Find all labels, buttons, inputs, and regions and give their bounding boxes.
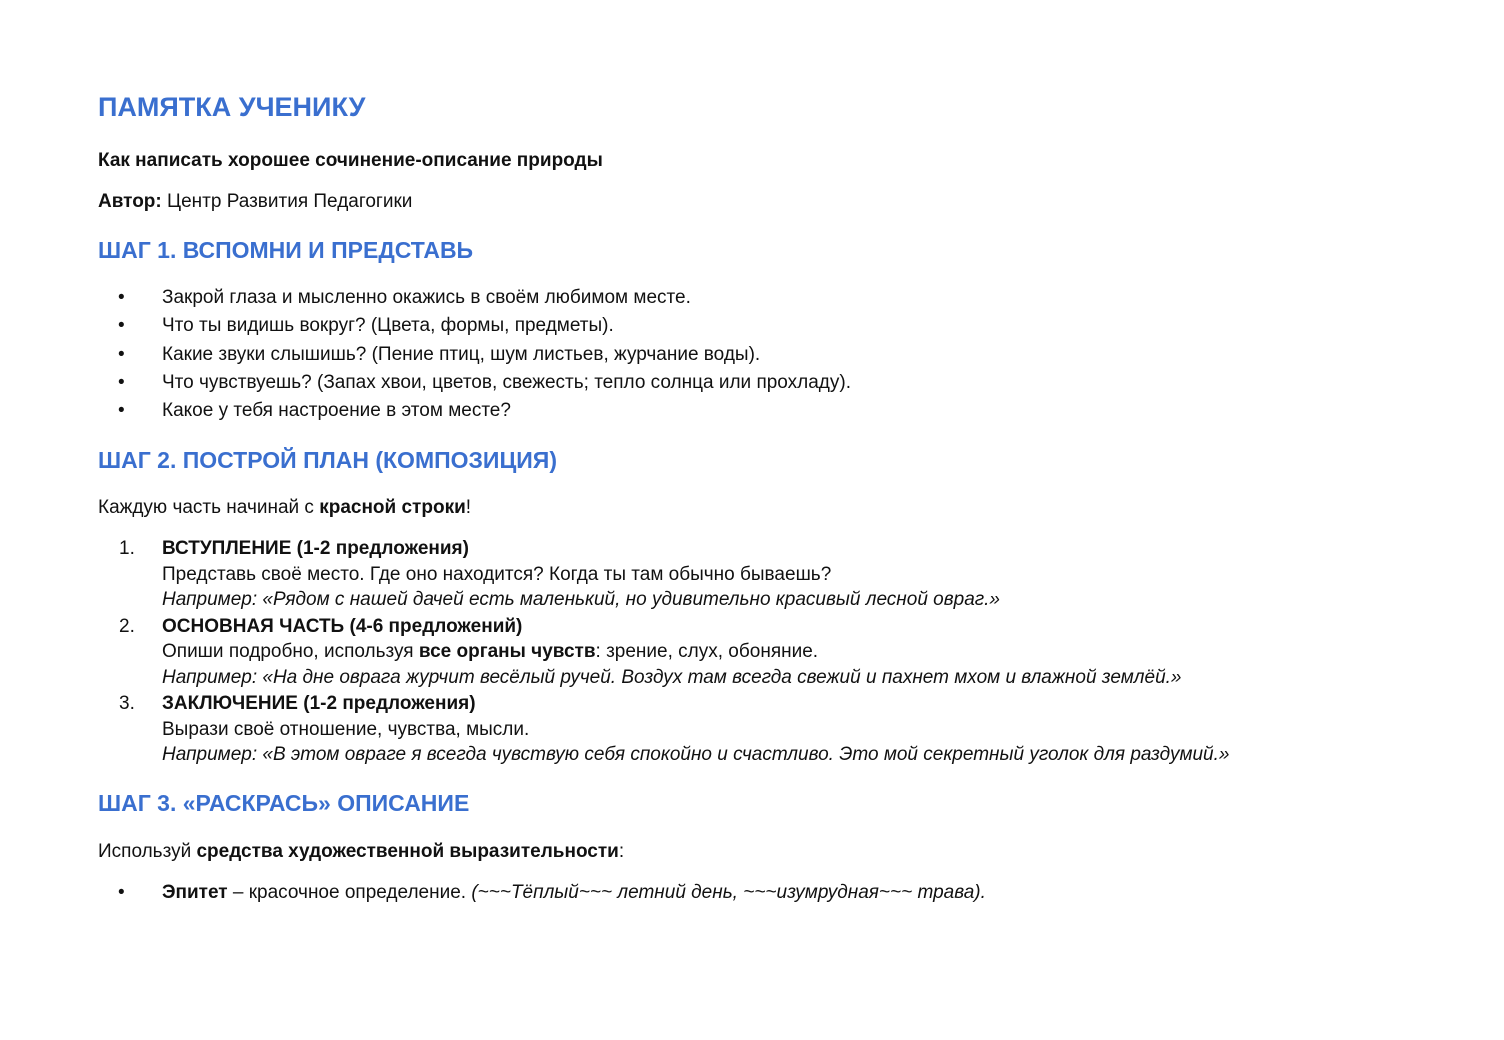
plan-item-introduction <box>98 536 1229 613</box>
item-description-bold: все органы чувств <box>418 641 596 662</box>
step3-intro-text: Используй <box>98 841 197 862</box>
plan-item-main-part <box>98 614 1229 691</box>
term-example: (~~~Тёплый~~~ летний день, ~~~изумрудная~~~ трава). <box>471 882 986 903</box>
step2-plan-list <box>98 536 1229 769</box>
document-subtitle: Как написать хорошее сочинение-описание природы <box>98 150 603 171</box>
step3-heading: ШАГ 3. «РАСКРАСЬ» ОПИСАНИЕ <box>98 790 470 816</box>
author-value: Центр Развития Педагогики <box>161 191 413 212</box>
list-item-text: Закрой глаза и мысленно окажись в своём любимом месте. <box>162 287 691 308</box>
term: Эпитет <box>162 882 228 903</box>
list-item <box>98 341 851 369</box>
item-number: 3. <box>119 693 135 714</box>
list-item-epithet <box>98 879 986 907</box>
item-number: 1. <box>119 538 135 559</box>
plan-item-conclusion <box>98 691 1229 768</box>
list-item <box>98 369 851 397</box>
step1-list <box>98 284 851 425</box>
item-description-text: Вырази своё отношение, чувства, мысли. <box>162 718 530 740</box>
document-title: ПАМЯТКА УЧЕНИКУ <box>98 92 366 122</box>
item-description <box>162 717 1229 743</box>
bullet-icon: • <box>118 371 125 393</box>
item-description-text: Представь своё место. Где оно находится? Когда ты там обычно бываешь? <box>162 563 832 585</box>
list-item-text: Какие звуки слышишь? (Пение птиц, шум листьев, журчание воды). <box>162 343 761 365</box>
list-item <box>98 397 851 425</box>
list-item-text: Какое у тебя настроение в этом месте? <box>162 400 511 421</box>
bullet-icon: • <box>118 343 125 365</box>
bullet-icon: • <box>118 315 125 337</box>
list-item <box>98 312 851 340</box>
item-number: 2. <box>119 615 135 637</box>
item-example: Например: «В этом овраге я всегда чувствую себя спокойно и счастливо. Это мой секретный уголок для раздумий.» <box>162 744 1230 765</box>
step1-heading: ШАГ 1. ВСПОМНИ И ПРЕДСТАВЬ <box>98 237 474 263</box>
step2-intro-end: ! <box>465 497 472 518</box>
item-example: Например: «На дне оврага журчит весёлый ручей. Воздух там всегда свежий и пахнет мхом и влажной землёй.» <box>162 666 1182 688</box>
author-line <box>98 191 412 213</box>
step3-intro <box>98 841 624 863</box>
item-description-text: Опиши подробно, используя <box>162 641 419 662</box>
bullet-icon: • <box>118 400 125 421</box>
item-heading: ВСТУПЛЕНИЕ (1-2 предложения) <box>162 538 469 559</box>
step2-intro-bold: красной строки <box>319 497 466 518</box>
bullet-icon: • <box>118 882 125 903</box>
step3-intro-end: : <box>618 841 625 862</box>
step2-intro-text: Каждую часть начинай с <box>98 497 320 518</box>
step3-intro-bold: средства художественной выразительности <box>196 841 619 862</box>
list-item-text: Что ты видишь вокруг? (Цвета, формы, предметы). <box>162 315 614 337</box>
item-description <box>162 562 1229 588</box>
term-definition: – красочное определение. <box>227 882 472 903</box>
item-description-end: : зрение, слух, обоняние. <box>595 641 819 662</box>
item-heading: ОСНОВНАЯ ЧАСТЬ (4-6 предложений) <box>162 615 523 637</box>
item-example: Например: «Рядом с нашей дачей есть маленький, но удивительно красивый лесной овраг.» <box>162 589 1000 610</box>
bullet-icon: • <box>118 287 125 308</box>
step2-intro <box>98 497 471 519</box>
author-label: Автор: <box>98 191 162 212</box>
list-item-text: Что чувствуешь? (Запах хвои, цветов, свежесть; тепло солнца или прохладу). <box>162 371 852 393</box>
step2-heading: ШАГ 2. ПОСТРОЙ ПЛАН (КОМПОЗИЦИЯ) <box>98 447 557 473</box>
item-heading: ЗАКЛЮЧЕНИЕ (1-2 предложения) <box>162 693 476 714</box>
step3-list <box>98 879 986 907</box>
list-item <box>98 284 851 312</box>
item-description <box>162 639 1229 665</box>
